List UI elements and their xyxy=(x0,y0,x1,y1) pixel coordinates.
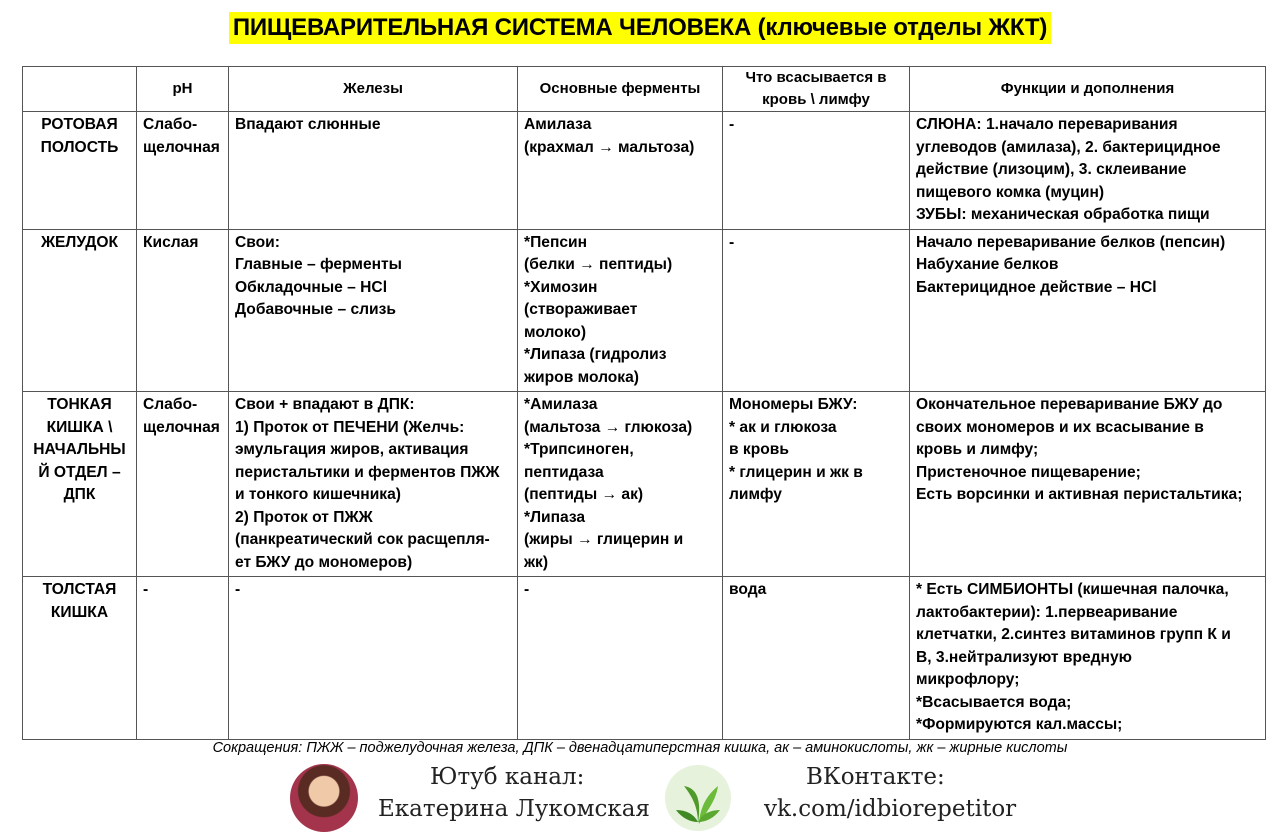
cell-line: (мальтоза → глюкоза) xyxy=(524,418,693,436)
enzymes-cell xyxy=(518,112,723,230)
cell-line: *Трипсиноген, xyxy=(524,441,634,458)
glands-cell xyxy=(229,577,518,740)
glands-cell xyxy=(229,112,518,230)
cell-line: *Липаза (гидролиз xyxy=(524,346,667,363)
cell-line: * глицерин и жк в xyxy=(729,463,863,481)
vk-link[interactable]: vk.com/idbiorepetitor xyxy=(764,796,1017,822)
cell-line: жк) xyxy=(524,553,549,571)
footer xyxy=(0,760,1280,834)
absorbed-cell xyxy=(723,229,910,392)
ph-cell xyxy=(137,229,229,392)
cell-line: Слабо- xyxy=(143,116,198,133)
header-functions: Функции и дополнения xyxy=(910,67,1266,112)
cell-line: лимфу xyxy=(729,486,782,503)
enzymes-cell xyxy=(518,229,723,392)
cell-line: - xyxy=(729,116,735,133)
cell-line: Слабо- xyxy=(143,396,198,413)
functions-cell xyxy=(910,229,1266,392)
table-row xyxy=(23,577,1266,740)
cell-line: * ак и глюкоза xyxy=(729,418,837,436)
absorbed-cell xyxy=(723,112,910,230)
author-avatar xyxy=(290,764,358,832)
cell-line: 1) Проток от ПЕЧЕНИ (Желчь: xyxy=(235,418,465,436)
cell-line: молоко) xyxy=(524,323,587,341)
youtube-channel-name: Екатерина Лукомская xyxy=(378,796,650,822)
cell-line: Мономеры БЖУ: xyxy=(729,396,858,413)
table-row xyxy=(23,112,1266,230)
cell-line: углеводов (амилаза), 2. бактерицидное xyxy=(916,138,1221,156)
ph-cell xyxy=(137,577,229,740)
cell-line: Набухание белков xyxy=(916,256,1059,273)
cell-line: ЖЕЛУДОК xyxy=(40,233,119,251)
table-row xyxy=(23,229,1266,392)
digestive-table xyxy=(22,66,1266,740)
youtube-label: Ютуб канал: xyxy=(430,764,585,790)
cell-line: вода xyxy=(729,581,767,598)
cell-line: Впадают слюнные xyxy=(235,116,381,133)
cell-line: ЗУБЫ: механическая обработка пищи xyxy=(916,206,1210,223)
cell-line: * Есть СИМБИОНТЫ (кишечная палочка, xyxy=(916,581,1229,598)
cell-line: *Химозин xyxy=(524,278,598,296)
absorbed-cell xyxy=(723,392,910,577)
ph-cell xyxy=(137,392,229,577)
cell-line: действие (лизоцим), 3. склеивание xyxy=(916,161,1187,178)
cell-line: НАЧАЛЬНЫ xyxy=(33,441,126,458)
functions-cell xyxy=(910,577,1266,740)
absorbed-cell xyxy=(723,577,910,740)
cell-line: В, 3.нейтрализуют вредную xyxy=(916,648,1132,666)
title-container xyxy=(0,12,1280,44)
cell-line: *Пепсин xyxy=(524,233,588,251)
cell-line: Окончательное переваривание БЖУ до xyxy=(916,396,1223,413)
table-body xyxy=(23,112,1266,740)
cell-line: - xyxy=(235,581,241,598)
header-row xyxy=(23,67,1266,112)
cell-line: пептидаза xyxy=(524,463,604,481)
glands-cell xyxy=(229,392,518,577)
cell-line: в кровь xyxy=(729,441,789,458)
cell-line: КИШКА \ xyxy=(46,418,113,436)
cell-line: пищевого комка (муцин) xyxy=(916,183,1105,201)
cell-line: жиров молока) xyxy=(524,368,639,386)
cell-line: Амилаза xyxy=(524,116,592,133)
cell-line: (пептиды → ак) xyxy=(524,486,644,503)
cell-line: РОТОВАЯ xyxy=(41,116,118,133)
cell-line: Свои + впадают в ДПК: xyxy=(235,396,415,413)
cell-line: КИШКА xyxy=(50,603,109,621)
cell-line: ТОНКАЯ xyxy=(47,396,112,413)
abbreviations-note: Сокращения: ПЖЖ – поджелудочная железа, ДПК – двенадцатиперстная кишка, ак – аминокислоты, жк – жирные кислоты xyxy=(212,740,1068,756)
cell-line: щелочная xyxy=(143,418,220,436)
leaf-icon xyxy=(664,764,732,832)
ph-cell xyxy=(137,112,229,230)
section-cell xyxy=(23,392,137,577)
cell-line: перистальтики и ферментов ПЖЖ xyxy=(235,463,500,481)
cell-line: (створаживает xyxy=(524,301,638,318)
cell-line: (белки → пептиды) xyxy=(524,256,673,273)
cell-line: Обкладочные – HCl xyxy=(235,278,388,296)
cell-line: Начало переваривание белков (пепсин) xyxy=(916,233,1226,251)
cell-line: Пристеночное пищеварение; xyxy=(916,463,1141,481)
page-title: ПИЩЕВАРИТЕЛЬНАЯ СИСТЕМА ЧЕЛОВЕКА (ключевые отделы ЖКТ) xyxy=(229,12,1051,44)
cell-line: *Липаза xyxy=(524,508,586,526)
cell-line: клетчатки, 2.синтез витаминов групп К и xyxy=(916,626,1231,643)
cell-line: 2) Проток от ПЖЖ xyxy=(235,508,373,526)
cell-line: и тонкого кишечника) xyxy=(235,486,401,503)
cell-line: - xyxy=(143,581,149,598)
cell-line: (жиры → глицерин и xyxy=(524,531,684,548)
cell-line: Й ОТДЕЛ – xyxy=(38,463,121,481)
cell-line: Главные – ферменты xyxy=(235,256,402,273)
cell-line: *Всасывается вода; xyxy=(916,693,1072,711)
cell-line: (крахмал → мальтоза) xyxy=(524,138,695,156)
cell-line: *Амилаза xyxy=(524,396,598,413)
header-glands: Железы xyxy=(229,67,518,112)
enzymes-cell xyxy=(518,392,723,577)
section-cell xyxy=(23,229,137,392)
cell-line: Добавочные – слизь xyxy=(235,301,396,318)
cell-line: Бактерицидное действие – HCl xyxy=(916,278,1157,296)
cell-line: ДПК xyxy=(63,486,96,503)
cell-line: Свои: xyxy=(235,233,280,251)
glands-cell xyxy=(229,229,518,392)
section-cell xyxy=(23,577,137,740)
cell-line: ТОЛСТАЯ xyxy=(42,581,117,598)
cell-line: - xyxy=(524,581,530,598)
cell-line: (панкреатический сок расщепля- xyxy=(235,531,490,548)
cell-line: эмульгация жиров, активация xyxy=(235,441,469,458)
cell-line: микрофлору; xyxy=(916,671,1020,688)
functions-cell xyxy=(910,392,1266,577)
header-section xyxy=(23,67,137,112)
cell-line: лактобактерии): 1.первеаривание xyxy=(916,603,1178,621)
cell-line: - xyxy=(729,233,735,251)
section-cell xyxy=(23,112,137,230)
cell-line: кровь и лимфу; xyxy=(916,441,1039,458)
header-absorbed: Что всасывается в кровь \ лимфу xyxy=(723,67,910,112)
header-enzymes: Основные ферменты xyxy=(518,67,723,112)
header-ph: pH xyxy=(137,67,229,112)
cell-line: своих мономеров и их всасывание в xyxy=(916,418,1204,436)
vk-label: ВКонтакте: xyxy=(806,764,945,790)
cell-line: щелочная xyxy=(143,138,220,156)
enzymes-cell xyxy=(518,577,723,740)
cell-line: *Формируются кал.массы; xyxy=(916,716,1123,733)
cell-line: ет БЖУ до мономеров) xyxy=(235,553,413,571)
cell-line: Есть ворсинки и активная перистальтика; xyxy=(916,486,1243,503)
cell-line: Кислая xyxy=(143,233,199,251)
cell-line: ПОЛОСТЬ xyxy=(40,138,119,156)
table-row xyxy=(23,392,1266,577)
cell-line: СЛЮНА: 1.начало переваривания xyxy=(916,116,1178,133)
functions-cell xyxy=(910,112,1266,230)
